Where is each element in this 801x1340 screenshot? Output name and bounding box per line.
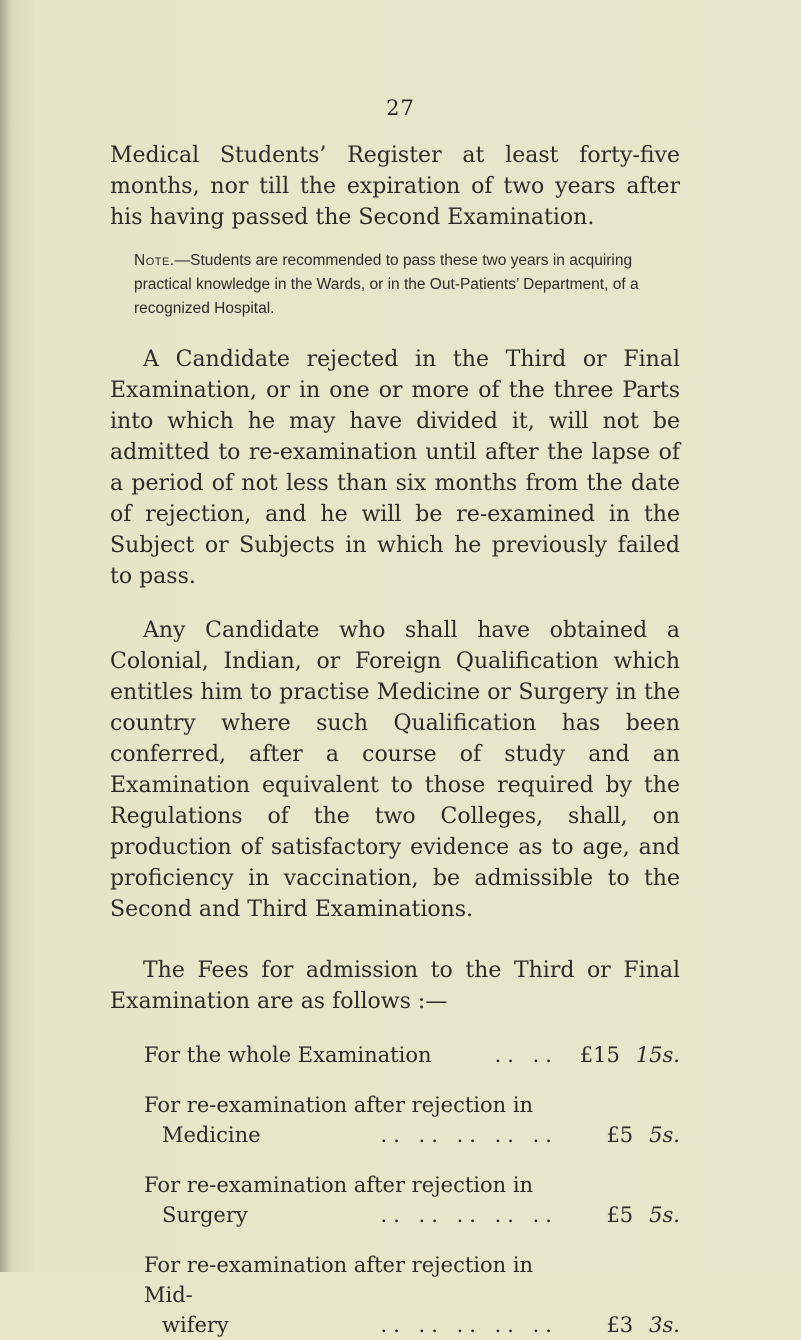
page-content <box>110 140 680 1340</box>
fee-label-continuation: Medicine <box>162 1123 261 1147</box>
fee-amount <box>558 1310 680 1340</box>
rejection-paragraph: A Candidate rejected in the Third or Final Examination, or in one or more of the three Parts into which he may have divided it, will not be admitted to re-examination until after the lapse of a period of not less than six months from the date of rejection, and he will be re-examined in the Subject or Subjects in which he previously failed to pass. <box>110 347 680 589</box>
fee-label-continuation: Surgery <box>162 1203 248 1227</box>
fee-shillings: 3s. <box>649 1313 680 1337</box>
fee-row-surgery <box>110 1170 680 1230</box>
fee-leader-dots: .. .. <box>494 1043 558 1067</box>
fee-table <box>110 1040 680 1340</box>
fees-intro-paragraph: The Fees for admission to the Third or Final Examination are as follows :— <box>110 958 680 1014</box>
fee-label: For the whole Examination <box>144 1043 432 1067</box>
fee-leader-dots: .. .. .. .. .. <box>380 1203 558 1227</box>
fee-row-midwifery <box>110 1250 680 1340</box>
fee-leader-dots: .. .. .. .. .. <box>380 1313 558 1337</box>
fee-amount <box>558 1120 680 1150</box>
fee-amount <box>558 1200 680 1230</box>
opening-paragraph: Medical Students’ Register at least forty-five months, nor till the expiration of two years after his having passed the Second Examination. <box>110 143 680 230</box>
note-paragraph <box>134 249 680 321</box>
gutter-shadow <box>0 0 10 1272</box>
fee-shillings: 15s. <box>635 1043 680 1067</box>
note-text: —Students are recommended to pass these two years in acquiring practical knowledge in the Wards, or in the Out-Patients’ Department, of a recognized Hospital. <box>134 252 639 317</box>
fee-label: For re-examination after rejection in <box>144 1093 534 1117</box>
page-number: 27 <box>386 96 415 120</box>
fee-shillings: 5s. <box>649 1123 680 1147</box>
fee-description <box>110 1090 558 1150</box>
fee-amount <box>558 1040 680 1070</box>
fee-description <box>110 1250 558 1340</box>
fee-shillings: 5s. <box>649 1203 680 1227</box>
fee-pounds: £5 <box>606 1123 634 1147</box>
note-label: Note. <box>134 252 175 269</box>
fee-leader-dots: .. .. .. .. .. <box>380 1123 558 1147</box>
colonial-paragraph: Any Candidate who shall have obtained a Colonial, Indian, or Foreign Qualification which entitles him to practise Medicine or Surgery in the country where such Qualification has been conferred, after a course of study and an Examination equivalent to those required by the Regulations of the two Colleges, shall, on production of satisfactory evidence as to age, and proficiency in vaccination, be admissible to the Second and Third Examinations. <box>110 618 680 922</box>
fee-label-continuation: wifery <box>162 1313 229 1337</box>
fee-label: For re-examination after rejection in <box>144 1173 534 1197</box>
fee-row-whole-examination <box>110 1040 680 1070</box>
fee-pounds: £5 <box>606 1203 634 1227</box>
fee-label: For re-examination after rejection in Mid- <box>144 1253 534 1307</box>
fee-row-medicine <box>110 1090 680 1150</box>
fee-description <box>110 1040 558 1070</box>
fee-pounds: £15 <box>579 1043 620 1067</box>
fee-pounds: £3 <box>606 1313 634 1337</box>
fee-description <box>110 1170 558 1230</box>
